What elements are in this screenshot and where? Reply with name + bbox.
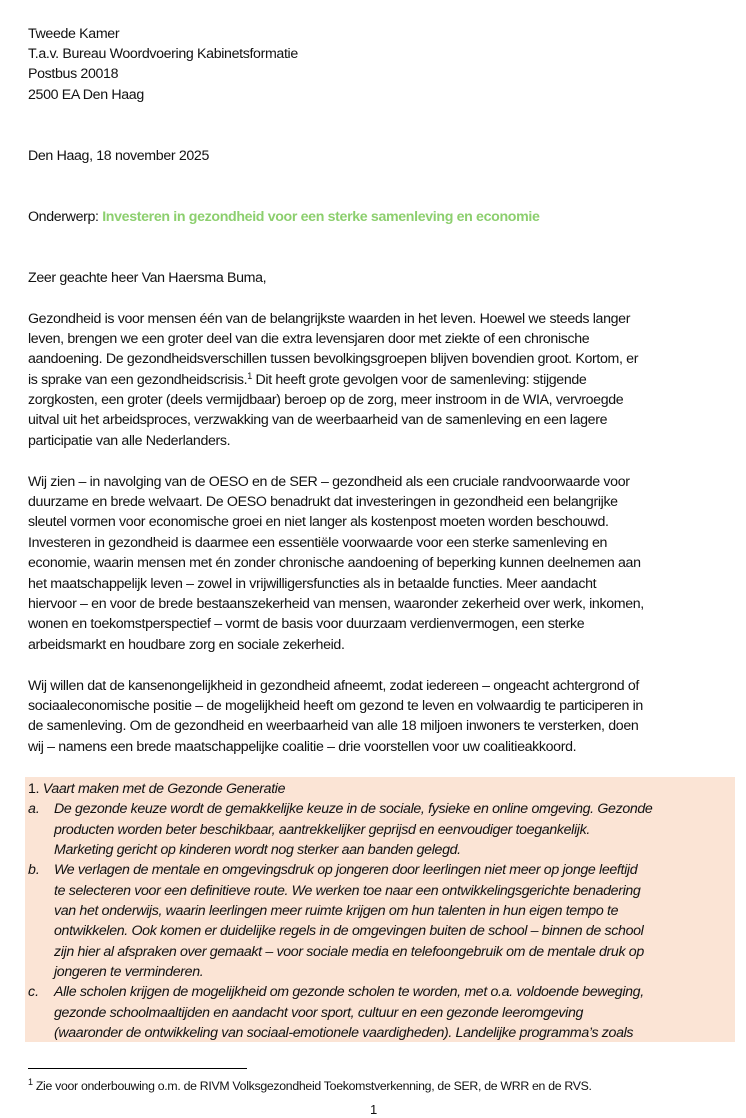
- paragraph-line: Investeren in gezondheid is daarmee een essentiële voorwaarde voor een sterke samenleving en: [28, 535, 608, 551]
- page-number: 1: [370, 1102, 378, 1117]
- paragraph-line: hiervoor – en voor de brede bestaanszekerheid van mensen, waaronder zekerheid over werk, inkomen,: [28, 596, 644, 612]
- paragraph-line: Wij zien – in navolging van de OESO en de SER – gezondheid als een cruciale randvoorwaarde voor: [28, 474, 630, 490]
- proposal-number: 1.: [28, 781, 43, 797]
- subject-line: [28, 207, 539, 227]
- list-item-line: (waaronder de ontwikkeling van sociaal-emotionele vaardigheden). Landelijke programma’s zoals: [54, 1025, 634, 1041]
- list-marker: b.: [28, 862, 40, 878]
- address-line: 2500 EA Den Haag: [28, 87, 144, 103]
- paragraph-line: wonen en toekomstperspectief – vormt de basis voor duurzaam verdienvermogen, een sterke: [28, 616, 585, 632]
- paragraph-text: Dit heeft grote gevolgen voor de samenleving: stijgende: [251, 372, 587, 388]
- footnote: [28, 1078, 592, 1094]
- list-item-line: van het onderwijs, waarin leerlingen meer ruimte krijgen om hun talenten in hun eigen tempo te: [54, 903, 619, 919]
- footnote-reference[interactable]: 1: [247, 371, 252, 381]
- footnote-number: 1: [28, 1077, 33, 1087]
- paragraph-line: de samenleving. Om de gezondheid en weerbaarheid van alle 18 miljoen inwoners te versterken, doen: [28, 718, 639, 734]
- list-item-line: Marketing gericht op kinderen wordt nog sterker aan banden gelegd.: [54, 842, 461, 858]
- address-line: T.a.v. Bureau Woordvoering Kabinetsformatie: [28, 46, 298, 62]
- paragraph-line: aandoening. De gezondheidsverschillen tussen bevolkingsgroepen blijven bovendien groot. Kortom, er: [28, 351, 639, 367]
- list-item-line: Alle scholen krijgen de mogelijkheid om gezonde scholen te worden, met o.a. voldoende beweging,: [54, 984, 644, 1000]
- list-marker: a.: [28, 801, 40, 817]
- list-item-line: De gezonde keuze wordt de gemakkelijke keuze in de sociale, fysieke en online omgeving. Gezonde: [54, 801, 653, 817]
- list-item-line: gezonde schoolmaaltijden en aandacht voor sport, cultuur en een gezonde leeromgeving: [54, 1005, 584, 1021]
- paragraph-line: leven, brengen we een groter deel van die extra levensjaren door met ziekte of een chronische: [28, 331, 590, 347]
- paragraph-line: participatie van alle Nederlanders.: [28, 433, 231, 449]
- paragraph-line: economie, waarin mensen met én zonder chronische aandoening of beperking kunnen deelnemen aan: [28, 555, 641, 571]
- footnote-separator: [28, 1068, 247, 1069]
- list-item-line: ontwikkelen. Ook komen er duidelijke regels in de omgevingen buiten de school – binnen de school: [54, 923, 644, 939]
- paragraph-line: uitval uit het arbeidsproces, verzwakking van de weerbaarheid van de samenleving en een lagere: [28, 412, 608, 428]
- paragraph-line: wij – namens een brede maatschappelijke coalitie – drie voorstellen voor uw coalitieakkoord.: [28, 739, 577, 755]
- paragraph-line: [28, 370, 586, 390]
- paragraph-line: sociaaleconomische positie – de mogelijkheid heeft om gezond te leven en volwaardig te participeren in: [28, 698, 643, 714]
- paragraph-line: Gezondheid is voor mensen één van de belangrijkste waarden in het leven. Hoewel we steeds langer: [28, 311, 631, 327]
- proposal-title: [28, 779, 285, 799]
- list-item-line: te selecteren voor een definitieve route. We werken toe naar een ontwikkelingsgerichte benadering: [54, 883, 641, 899]
- list-item-line: jongeren te verminderen.: [54, 964, 204, 980]
- footnote-text: Zie voor onderbouwing o.m. de RIVM Volksgezondheid Toekomstverkenning, de SER, de WRR en de RVS.: [32, 1079, 592, 1093]
- subject-label: Onderwerp:: [28, 209, 103, 225]
- proposal-title-text: Vaart maken met de Gezonde Generatie: [42, 781, 286, 797]
- paragraph-line: arbeidsmarkt en houdbare zorg en sociale zekerheid.: [28, 637, 345, 653]
- paragraph-line: zorgkosten, een groter (deels vermijdbaar) beroep op de zorg, meer instroom in de WIA, vervroegde: [28, 392, 624, 408]
- list-item-line: We verlagen de mentale en omgevingsdruk op jongeren door leerlingen niet meer op jonge leeftijd: [54, 862, 638, 878]
- list-item-line: producten worden beter beschikbaar, aantrekkelijker geprijsd en eenvoudiger toegankelijk.: [54, 822, 590, 838]
- address-line: Postbus 20018: [28, 66, 119, 82]
- address-line: Tweede Kamer: [28, 26, 120, 42]
- letter-date: Den Haag, 18 november 2025: [28, 148, 209, 164]
- list-item-line: zijn hier al afspraken over gemaakt – voor sociale media en telefoongebruik om de mentale druk op: [54, 944, 644, 960]
- subject-title: Investeren in gezondheid voor een sterke samenleving en economie: [102, 209, 540, 225]
- paragraph-line: sleutel vormen voor economische groei en niet langer als kostenpost moeten worden beschouwd.: [28, 514, 609, 530]
- salutation: Zeer geachte heer Van Haersma Buma,: [28, 270, 267, 286]
- list-marker: c.: [28, 984, 40, 1000]
- paragraph-line: het maatschappelijk leven – zowel in vrijwilligersfuncties als in betaalde functies. Meer aandacht: [28, 576, 597, 592]
- paragraph-text: is sprake van een gezondheidscrisis.: [28, 372, 248, 388]
- paragraph-line: Wij willen dat de kansenongelijkheid in gezondheid afneemt, zodat iedereen – ongeacht achtergrond of: [28, 678, 639, 694]
- paragraph-line: duurzame en brede welvaart. De OESO benadrukt dat investeringen in gezondheid een belangrijke: [28, 494, 618, 510]
